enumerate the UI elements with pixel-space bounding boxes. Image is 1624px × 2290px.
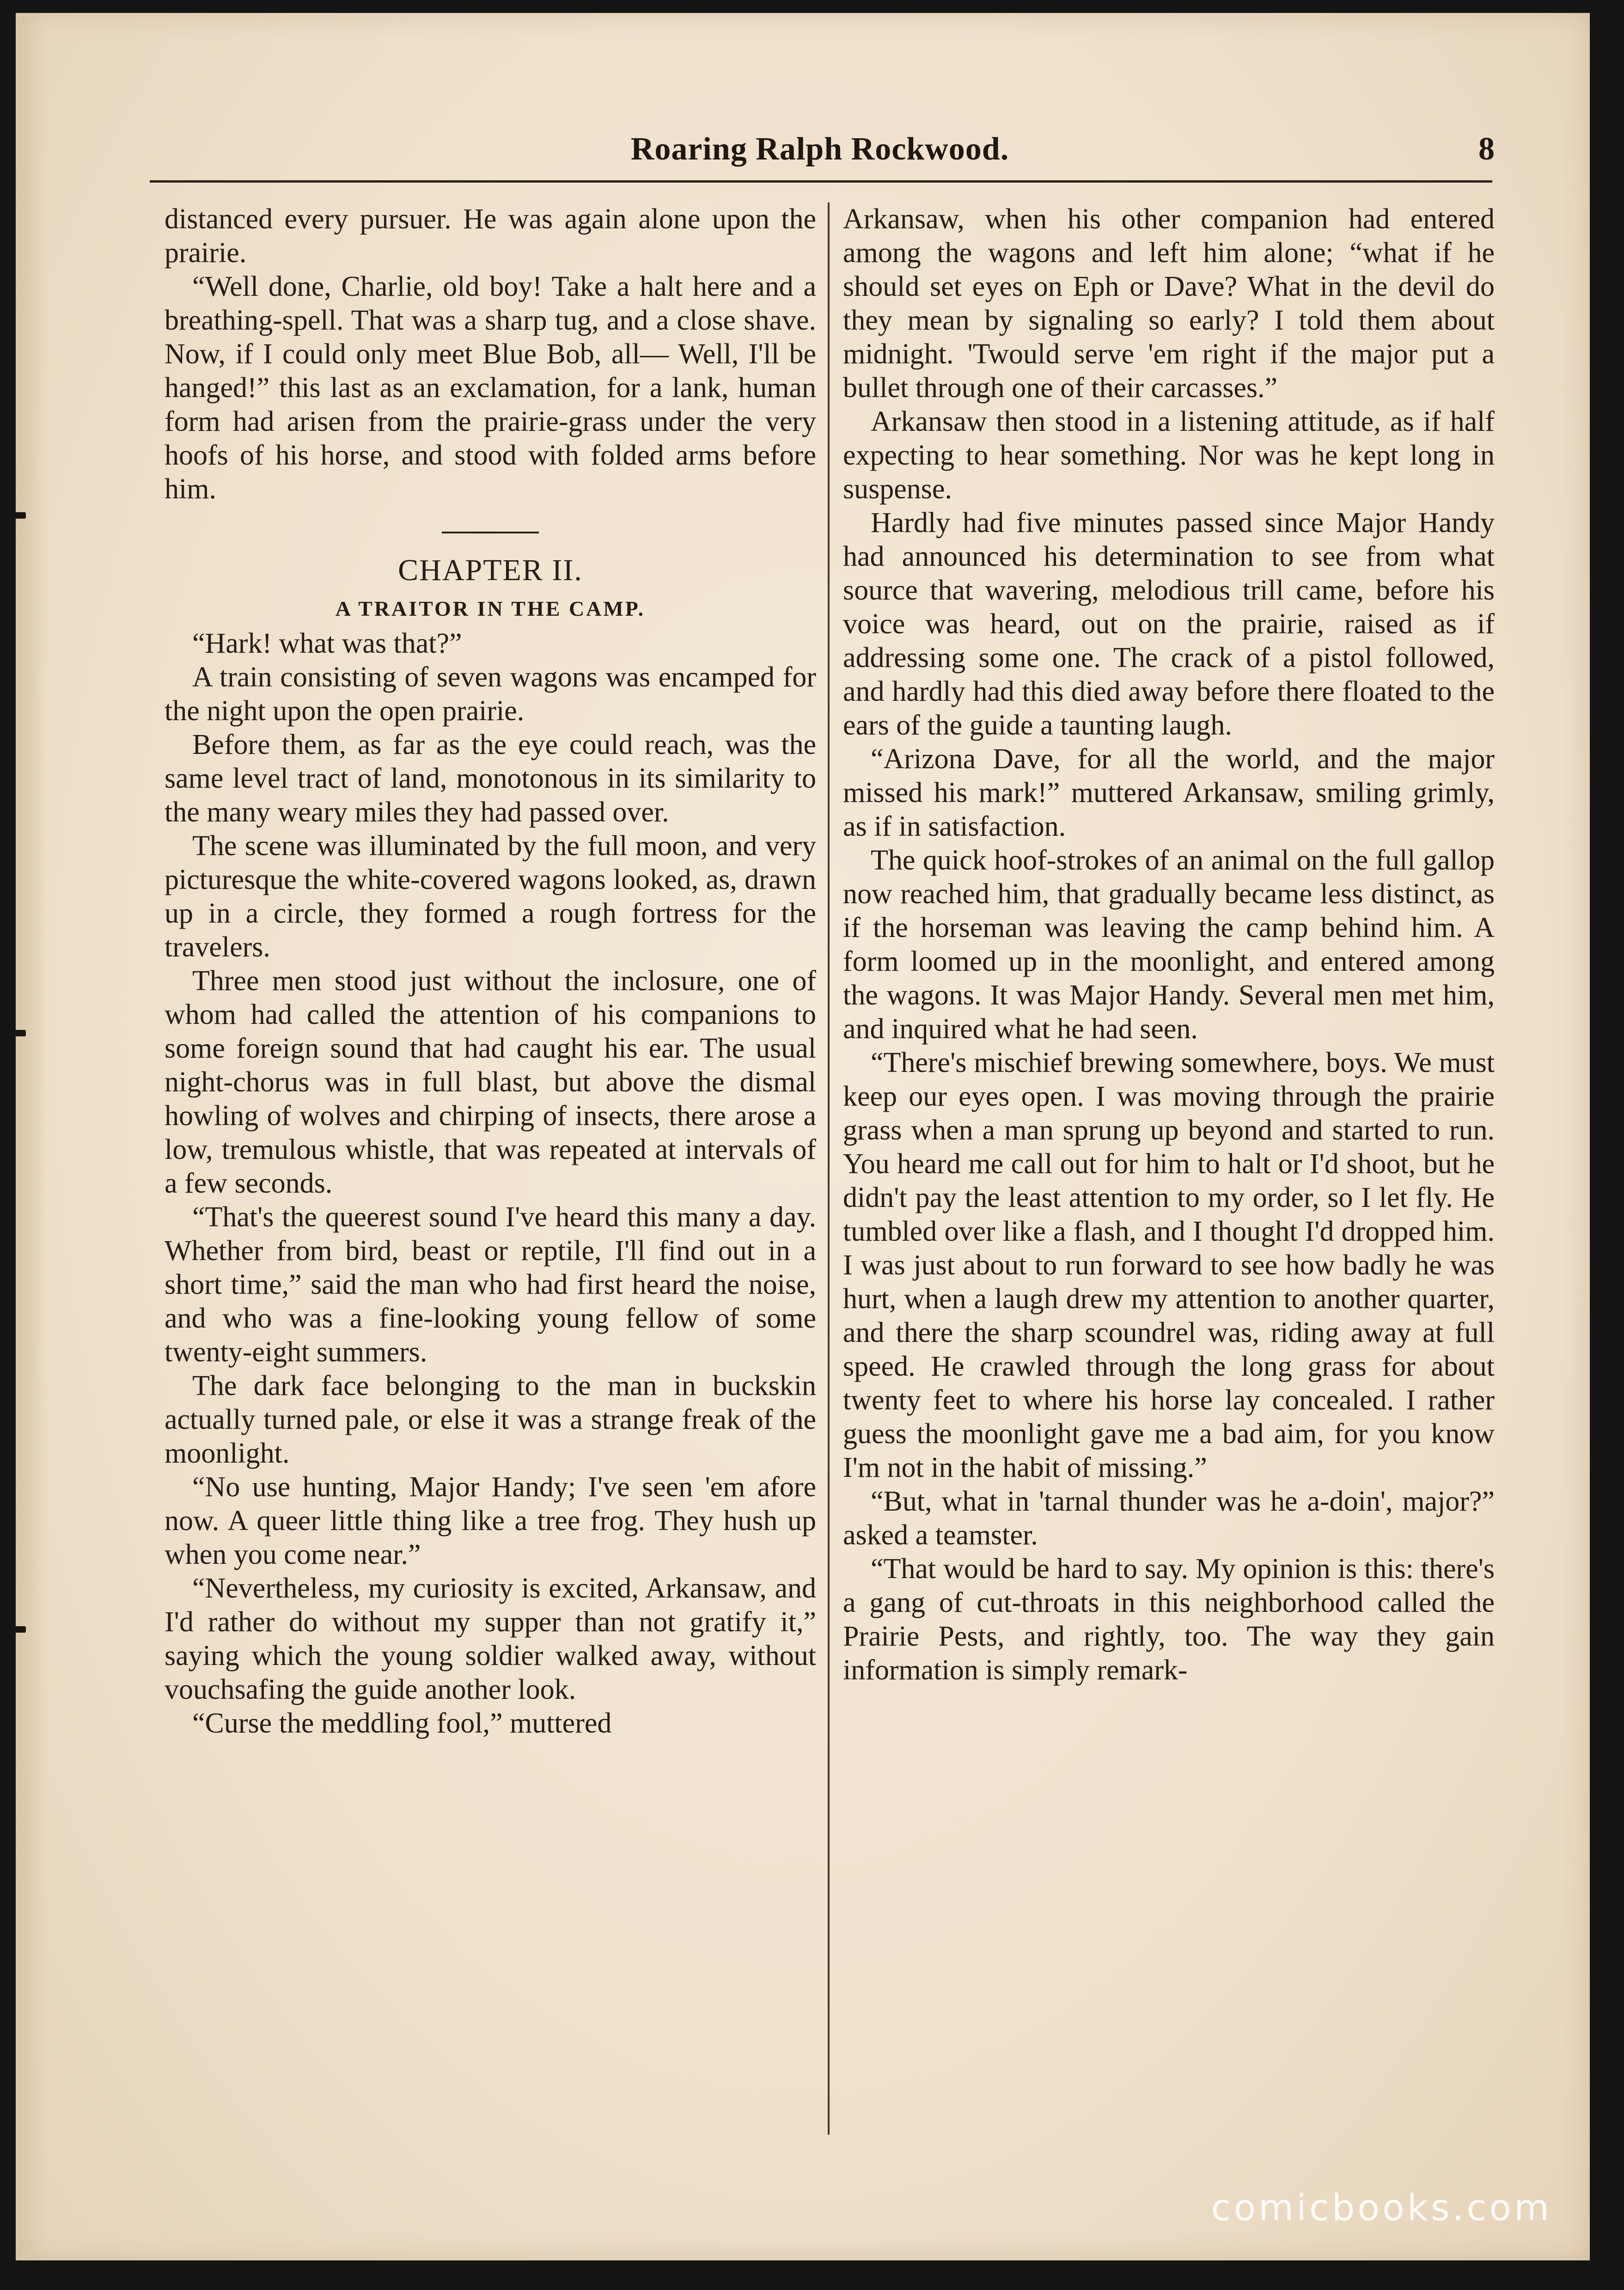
paragraph: Before them, as far as the eye could reach, was the same level tract of land, monotonous in its similarity to the many weary miles they had passed over. <box>165 729 816 828</box>
paragraph: “That would be hard to say. My opinion is this: there's a gang of cut-throats in this neighborhood called the Prairie Pests, and rightly, too. The way they gain information is simply remark- <box>843 1553 1495 1686</box>
paragraph: “Arizona Dave, for all the world, and the major missed his mark!” muttered Arkansaw, smiling grimly, as if in satisfaction. <box>843 743 1495 842</box>
binding-tack <box>13 1626 26 1633</box>
left-column <box>165 202 816 2144</box>
running-header <box>150 131 1495 172</box>
chapter-title: CHAPTER II. <box>398 553 583 587</box>
paragraph: Arkansaw, when his other companion had entered among the wagons and left him alone; “what if he should set eyes on Eph or Dave? What in the devil do they mean by signaling so early? I told them about midnight. 'Twould serve 'em right if the major put a bullet through one of their carcasses.” <box>843 203 1495 404</box>
column-divider <box>828 202 830 2135</box>
paragraph: “Curse the meddling fool,” muttered <box>192 1708 612 1739</box>
section-rule <box>442 532 539 533</box>
binding-tack <box>13 512 26 519</box>
paragraph: “Hark! what was that?” <box>192 628 462 659</box>
paragraph: A train consisting of seven wagons was encamped for the night upon the open prairie. <box>165 661 816 727</box>
paragraph: “Well done, Charlie, old boy! Take a halt here and a breathing-spell. That was a sharp tug, and a close shave. Now, if I could only meet Blue Bob, all— Well, I'll be hanged!” this last as an exclamation, for a lank, human form had arisen from the prairie-grass under the very hoofs of his horse, and stood with folded arms before him. <box>165 271 816 505</box>
running-title: Roaring Ralph Rockwood. <box>630 131 1009 167</box>
paragraph: The scene was illuminated by the full moon, and very picturesque the white-covered wagons looked, as, drawn up in a circle, they formed a rough fortress for the travelers. <box>165 830 816 963</box>
binding-tack <box>13 1030 26 1036</box>
page-number: 8 <box>1478 131 1495 167</box>
paragraph: “No use hunting, Major Handy; I've seen 'em afore now. A queer little thing like a tree frog. They hush up when you come near.” <box>165 1471 816 1570</box>
paragraph: The quick hoof-strokes of an animal on the full gallop now reached him, that gradually became less distinct, as if the horseman was leaving the camp behind him. A form loomed up in the moonlight, and entered among the wagons. It was Major Handy. Several men met him, and inquired what he had seen. <box>843 845 1495 1045</box>
paragraph: Arkansaw then stood in a listening attitude, as if half expecting to hear something. Nor was he kept long in suspense. <box>843 406 1495 505</box>
paragraph: “That's the queerest sound I've heard this many a day. Whether from bird, beast or reptile, I'll find out in a short time,” said the man who had first heard the noise, and who was a fine-looking young fellow of some twenty-eight summers. <box>165 1201 816 1368</box>
paragraph: Three men stood just without the inclosure, one of whom had called the attention of his companions to some foreign sound that had caught his ear. The usual night-chorus was in full blast, but above the dismal howling of wolves and chirping of insects, there arose a low, tremulous whistle, that was repeated at intervals of a few seconds. <box>165 965 816 1199</box>
right-column <box>843 202 1495 2144</box>
paragraph: Hardly had five minutes passed since Major Handy had announced his determination to see from what source that wavering, melodious trill came, before his voice was heard, out on the prairie, raised as if addressing some one. The crack of a pistol followed, and hardly had this died away before there floated to the ears of the guide a taunting laugh. <box>843 507 1495 741</box>
chapter-subtitle: A TRAITOR IN THE CAMP. <box>335 597 646 620</box>
header-rule <box>150 180 1492 183</box>
paragraph: distanced every pursuer. He was again alone upon the prairie. <box>165 203 816 269</box>
paragraph: The dark face belonging to the man in buckskin actually turned pale, or else it was a strange freak of the moonlight. <box>165 1370 816 1469</box>
site-watermark: comicbooks.com <box>1211 2187 1552 2229</box>
magazine-page <box>16 13 1590 2260</box>
paragraph: “There's mischief brewing somewhere, boys. We must keep our eyes open. I was moving through the prairie grass when a man sprung up beyond and started to run. You heard me call out for him to halt or I'd shoot, but he didn't pay the least attention to my order, so I let fly. He tumbled over like a flash, and I thought I'd dropped him. I was just about to run forward to see how badly he was hurt, when a laugh drew my attention to another quarter, and there the sharp scoundrel was, riding away at full speed. He crawled through the long grass for about twenty feet to where his horse lay concealed. I rather guess the moonlight gave me a bad aim, for you know I'm not in the habit of missing.” <box>843 1047 1495 1483</box>
paragraph: “But, what in 'tarnal thunder was he a-doin', major?” asked a teamster. <box>843 1486 1495 1551</box>
page-binding-edge <box>16 13 48 2260</box>
paragraph: “Nevertheless, my curiosity is excited, Arkansaw, and I'd rather do without my supper than not gratify it,” saying which the young soldier walked away, without vouchsafing the guide another look. <box>165 1573 816 1705</box>
